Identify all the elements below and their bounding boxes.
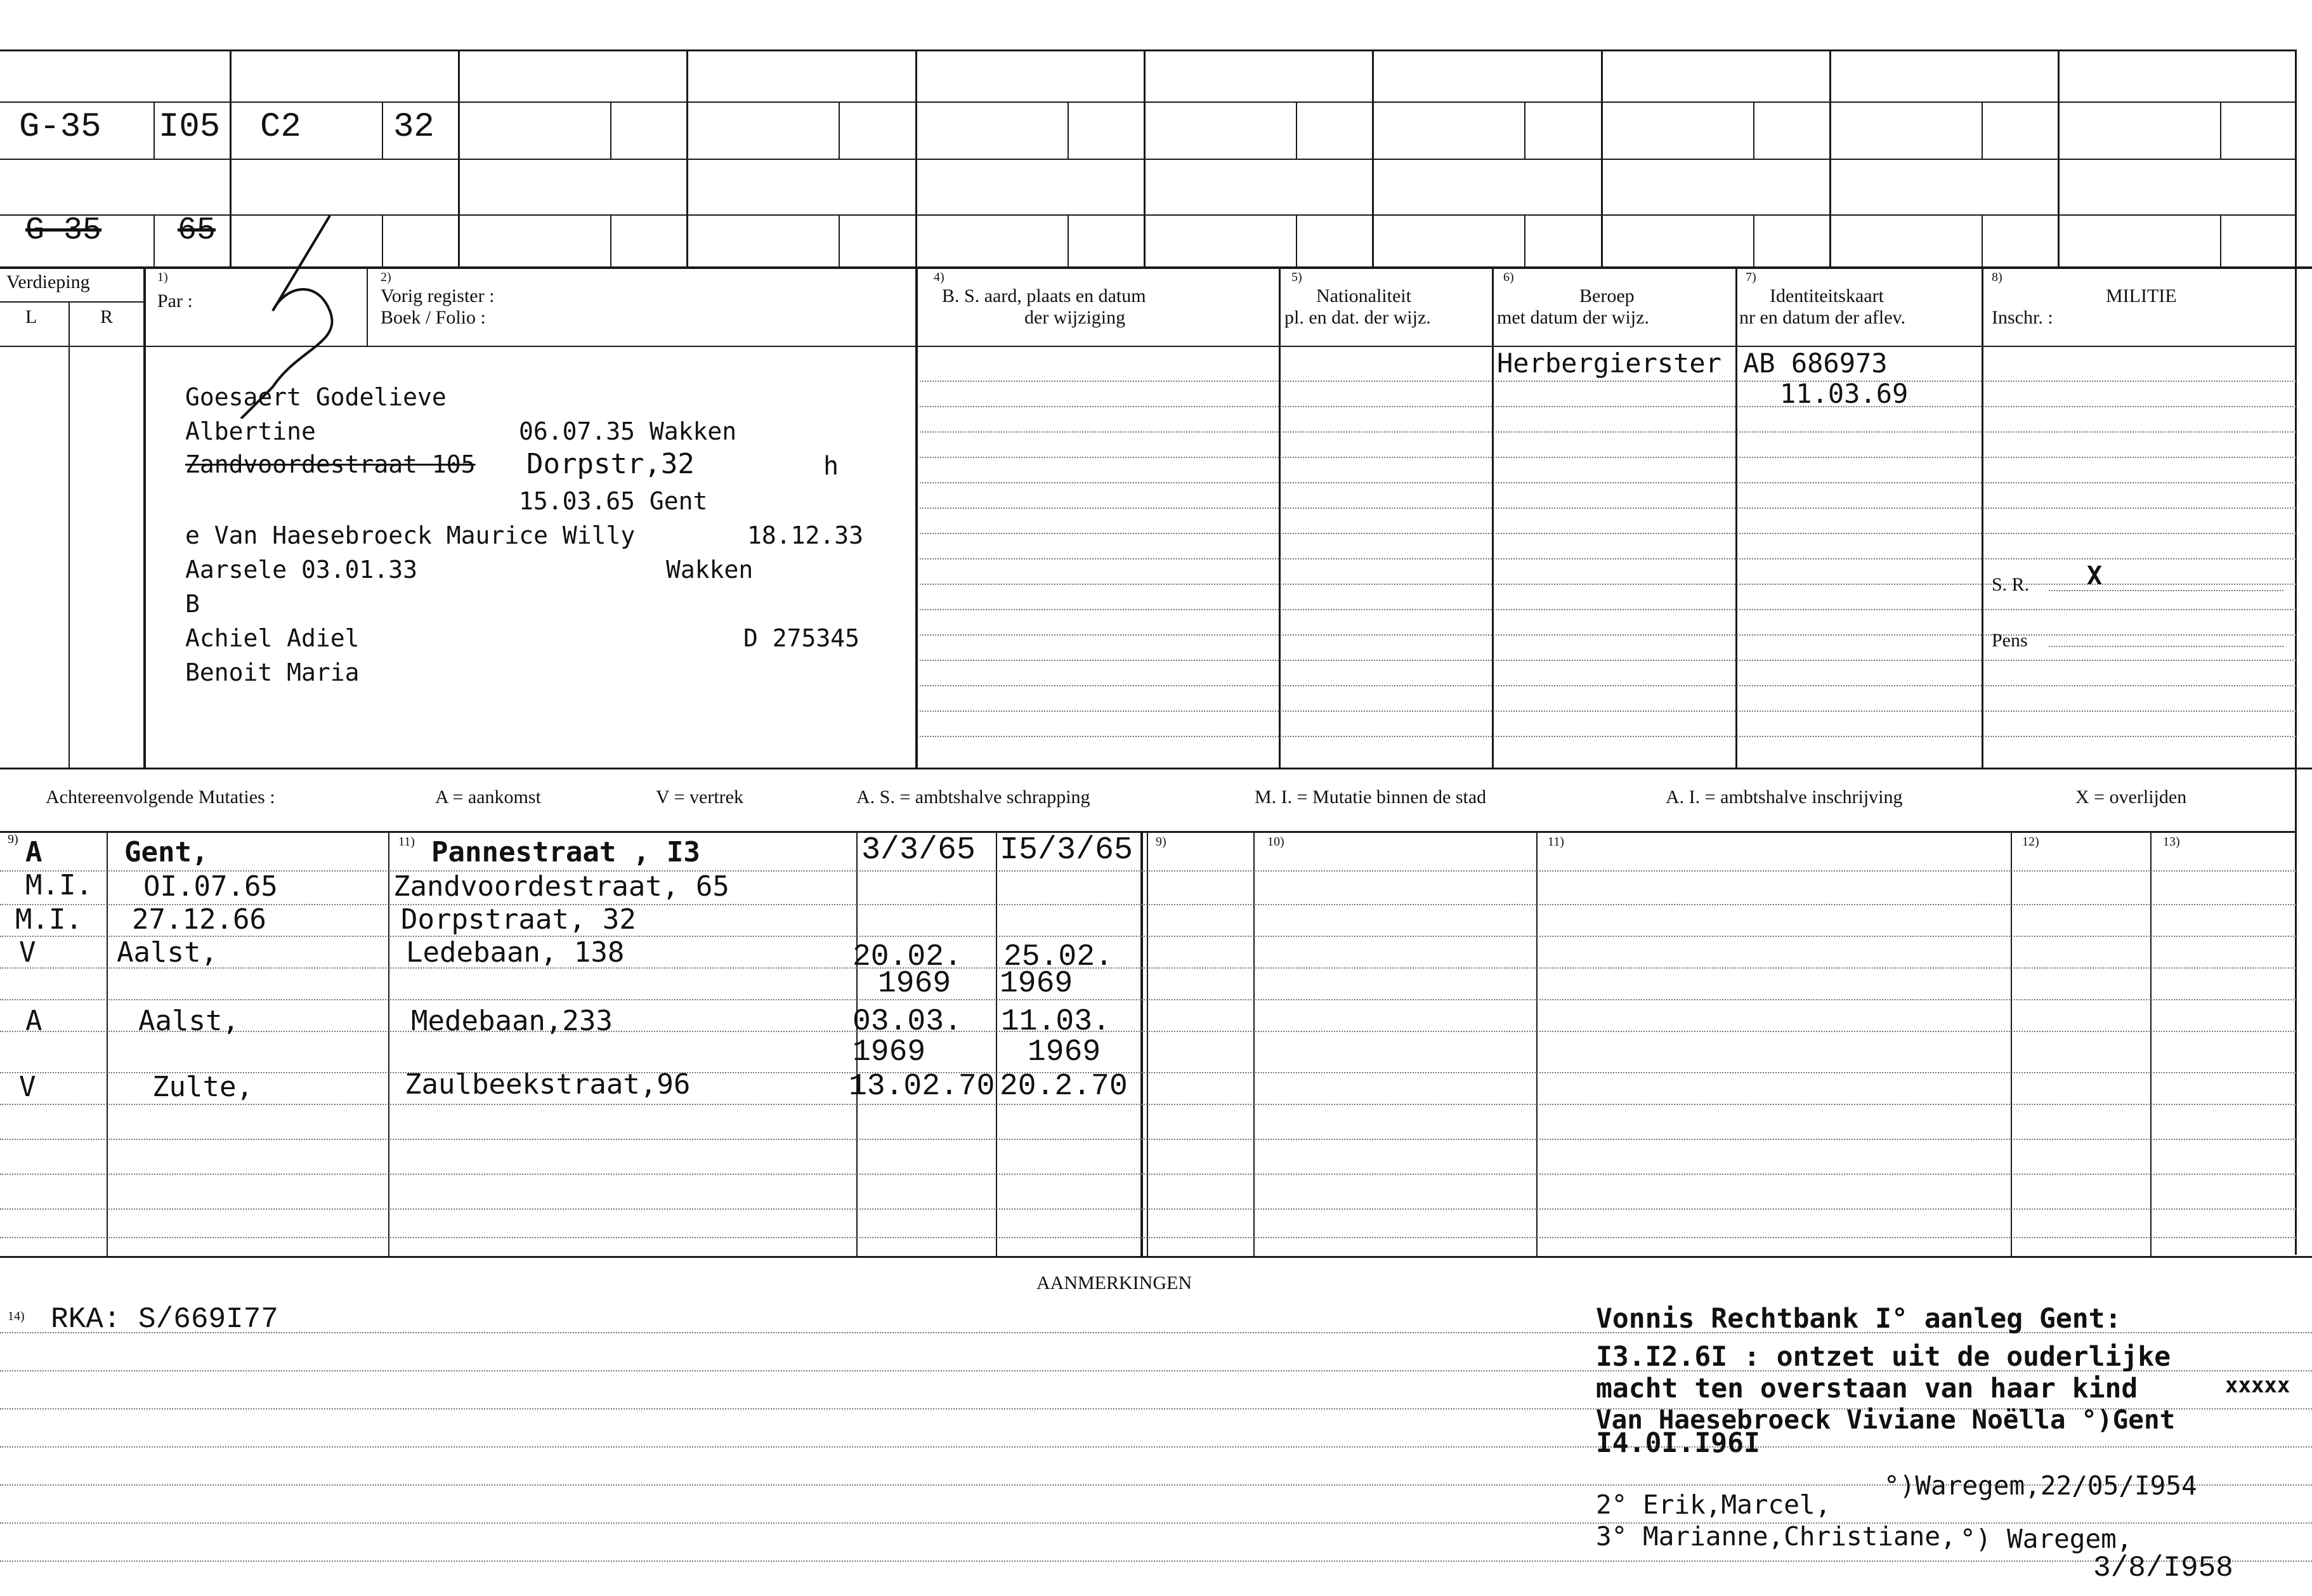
mutaties-mi: M. I. = Mutatie binnen de stad [1255,787,1487,808]
person-line5: e Van Haesebroeck Maurice Willy [185,521,636,549]
code-r1c2: I05 [159,108,221,147]
mut-row3-street: Dorpstraat, 32 [401,903,636,936]
person-line7: B [185,590,200,618]
mut-row5-street: Medebaan,233 [411,1005,613,1037]
id-line1: Identiteitskaart [1770,285,1884,306]
nat-line1: Nationaliteit [1316,285,1411,306]
id-line2: nr en datum der aflev. [1739,307,1906,328]
mut-row4-place: Aalst, [117,936,218,969]
col-num-13: 13) [2163,835,2180,849]
person-line6-place: Wakken [666,556,754,584]
person-line8-num: D 275345 [743,624,860,652]
mut-row1-d2: I5/3/65 [1000,832,1133,868]
mut-row2-type: M.I. [25,869,93,901]
mut-row3-place: 27.12.66 [132,903,266,936]
mut-row4-type: V [19,936,36,969]
mut-row4-d2b: 1969 [1000,967,1073,1001]
col-num-11: 11) [1548,835,1564,849]
mut-row6-d2: 20.2.70 [1000,1069,1128,1104]
person-line2-name: Albertine [185,417,316,445]
person-line9: Benoit Maria [185,658,360,686]
vonnis-line8: 3/8/I958 [2093,1552,2233,1585]
mut-row2-street: Zandvoordestraat, 65 [393,870,729,903]
mutaties-v: V = vertrek [656,787,743,808]
mut-row5-d1: 03.03. [852,1005,962,1039]
nat-num: 5) [1291,270,1302,284]
mut-row4-d1b: 1969 [878,967,951,1001]
par-label: Par : [157,291,193,311]
vonnis-line7b: °) Waregem, [1960,1524,2132,1554]
mut-row5-d2b: 1969 [1028,1035,1101,1069]
vorig-num: 2) [381,270,391,284]
person-line3-old: Zandvoordestraat 105 [185,450,476,478]
mutaties-x: X = overlijden [2075,787,2187,808]
person-line2-birth: 06.07.35 Wakken [519,417,737,445]
code-r2c2: 65 [178,213,216,249]
mut-row6-d1: 13.02.70 [849,1069,995,1104]
vonnis-line3-x: xxxxx [2225,1373,2290,1398]
mut-row1-d1: 3/3/65 [861,832,976,868]
mut-row1-street: Pannestraat , I3 [431,836,700,868]
mut-row4-d2: 25.02. [1003,940,1113,974]
mut-row5-place: Aalst, [138,1005,239,1037]
beroep-value: Herbergierster [1497,348,1722,379]
vonnis-line2: I3.I2.6I : ontzet uit de ouderlijke [1596,1341,2171,1373]
inschr-label: Inschr. : [1992,307,2053,328]
beroep-line1: Beroep [1579,285,1635,306]
vonnis-line5: I4.0I.I96I [1596,1427,1760,1459]
mut-row5-type: A [25,1005,42,1037]
person-line8: Achiel Adiel [185,624,360,652]
id-date: 11.03.69 [1780,378,1909,409]
id-value: AB 686973 [1743,348,1888,379]
person-line6: Aarsele 03.01.33 [185,556,418,584]
beroep-num: 6) [1503,270,1514,284]
boek-folio-label: Boek / Folio : [381,307,486,328]
person-line3-new: Dorpstr,32 [526,448,695,480]
bs-line2: der wijziging [1024,307,1126,328]
mutaties-title: Achtereenvolgende Mutaties : [46,787,275,808]
mutaties-as: A. S. = ambtshalve schrapping [856,787,1090,808]
col-num-12: 12) [2022,835,2039,849]
mut-row5-d1b: 1969 [852,1035,926,1069]
par-num: 1) [157,270,168,284]
person-line4: 15.03.65 Gent [519,487,708,515]
code-r1c1: G-35 [19,108,101,147]
vorig-register-label: Vorig register : [381,285,495,306]
col-num-9: 9) [8,832,18,846]
r-label: R [100,306,114,327]
aanmerkingen-num: 14) [8,1309,25,1323]
bs-num: 4) [934,270,944,284]
sr-label: S. R. [1992,574,2030,595]
sr-mark: X [2087,561,2103,591]
pens-label: Pens [1992,630,2028,651]
code-r2c1: G-35 [25,213,102,249]
militie-label: MILITIE [2106,285,2177,306]
mut-row1-place: Gent, [124,836,209,868]
mut-row4-d1: 20.02. [852,940,962,974]
col-num-11a: 11) [398,835,415,849]
mut-row4-street: Ledebaan, 138 [406,936,625,969]
vonnis-line1: Vonnis Rechtbank I° aanleg Gent: [1596,1303,2122,1335]
beroep-line2: met datum der wijz. [1497,307,1649,328]
mut-row6-type: V [19,1071,36,1103]
mut-row6-place: Zulte, [152,1071,253,1103]
mutaties-a: A = aankomst [435,787,541,808]
mutaties-ai: A. I. = ambtshalve inschrijving [1666,787,1903,808]
vonnis-line6b: °)Waregem,22/05/I954 [1884,1470,2197,1501]
mut-row2-place: OI.07.65 [143,870,278,903]
l-label: L [25,306,37,327]
code-r1c4: 32 [393,108,434,147]
mil-num: 8) [1992,270,2002,284]
id-num: 7) [1746,270,1756,284]
verdieping-label: Verdieping [6,271,90,292]
mut-row5-d2: 11.03. [1001,1005,1111,1039]
vonnis-line3: macht ten overstaan van haar kind [1596,1373,2138,1404]
mut-row1-type: A [25,836,42,868]
nat-line2: pl. en dat. der wijz. [1284,307,1431,328]
col-num-9b: 9) [1156,835,1166,849]
mut-row6-street: Zaulbeekstraat,96 [405,1068,691,1101]
person-line1: Goesaert Godelieve [185,383,447,411]
aanmerkingen-title: AANMERKINGEN [1036,1272,1192,1293]
vonnis-line4: Van Haesebroeck Viviane Noëlla °)Gent [1596,1404,2176,1435]
vonnis-line6: 2° Erik,Marcel, [1596,1489,1831,1520]
bs-line1: B. S. aard, plaats en datum [942,285,1146,306]
person-line3-h: h [823,452,839,481]
col-num-10: 10) [1267,835,1284,849]
code-r1c3: C2 [260,108,301,147]
mut-row3-type: M.I. [15,903,82,936]
vonnis-line7: 3° Marianne,Christiane, [1596,1521,1956,1552]
rka-line: RKA: S/669I77 [51,1303,278,1336]
person-line5-date: 18.12.33 [747,521,864,549]
